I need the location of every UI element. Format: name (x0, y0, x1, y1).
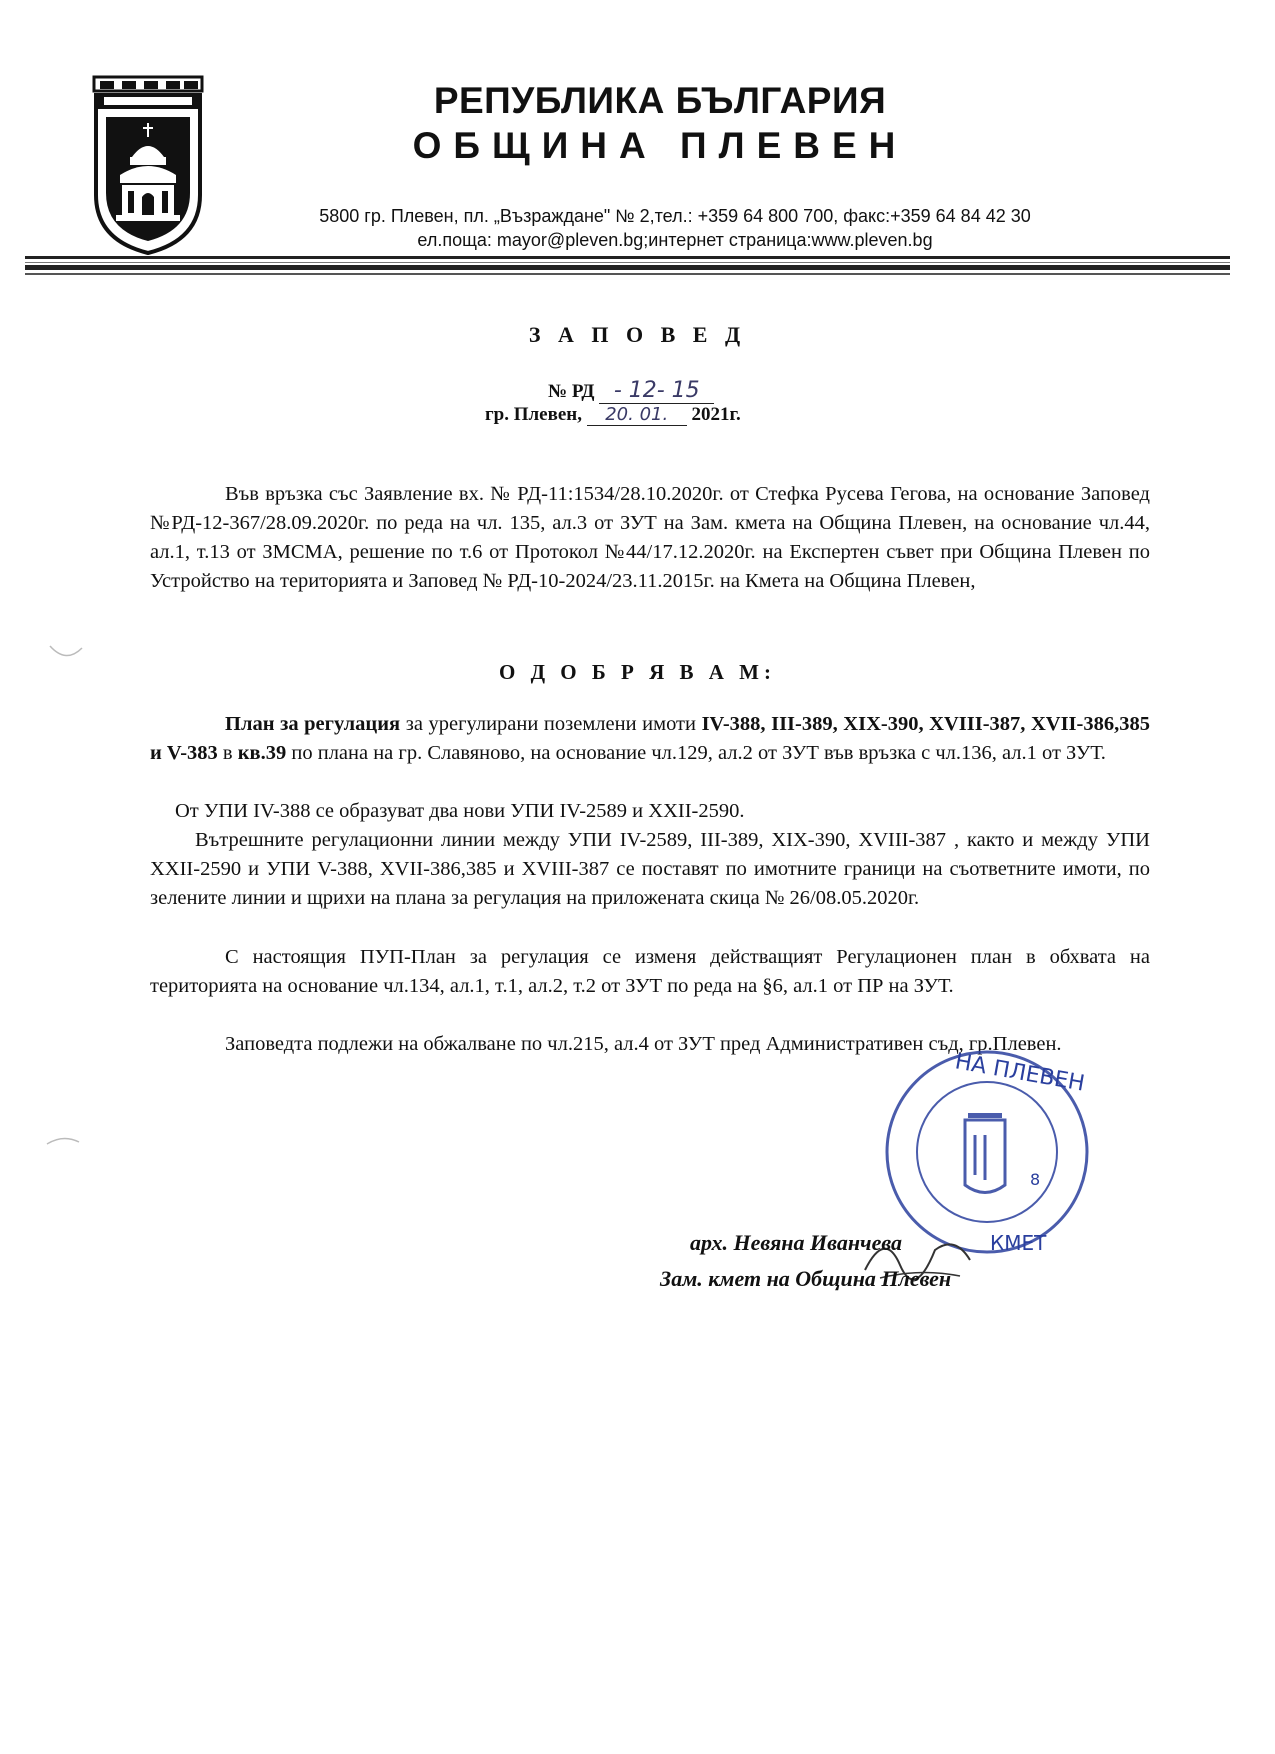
municipality-title: ОБЩИНА ПЛЕВЕН (412, 125, 908, 166)
signatory-name: арх. Невяна Иванчева (690, 1230, 903, 1255)
order-number-label: № РД (548, 381, 595, 402)
body-paragraph-2: От УПИ IV-388 се образуват два нови УПИ IV-2589 и XXII-2590. (175, 800, 745, 822)
svg-text:8: 8 (1030, 1170, 1041, 1189)
body-paragraph-4: С настоящия ПУП-План за регулация се изменя действащият Регулационен план в обхвата на територията на основание чл.134, ал.1, т.1, ал.2, т.2 от ЗУТ по реда на §6, ал.1 от ПР на ЗУТ. (150, 946, 1150, 997)
preamble-paragraph: Във връзка със Заявление вх. № РД-11:1534/28.10.2020г. от Стефка Русева Гегова, на основание Заповед №РД-12-367/28.09.2020г. по реда на чл. 135, ал.3 от ЗУТ на Зам. кмета на Община Плевен, на основание чл.44, ал.1, т.13 от ЗМСМА, решение по т.6 от Протокол №44/17.12.2020г. на Експертен съвет при Община Плевен по Устройство на територията и Заповед № РД-10-2024/23.11.2015г. на Кмета на Община Плевен, (150, 483, 1150, 592)
contact-line: ел.поща: mayor@pleven.bg;интернет страница:www.pleven.bg (417, 230, 933, 250)
coat-of-arms-icon (92, 75, 204, 255)
body-paragraph-5: Заповедта подлежи на обжалване по чл.215, ал.4 от ЗУТ пред Административен съд, гр.Плевен. (225, 1033, 1062, 1055)
svg-text:КМЕТ: КМЕТ (990, 1231, 1047, 1255)
order-number-handwritten: - 12- 15 (599, 378, 714, 404)
place-label: гр. Плевен, (485, 404, 582, 425)
date-handwritten: 20. 01. (587, 404, 687, 426)
header-divider (25, 262, 1230, 263)
approve-heading: О Д О Б Р Я В А М: (499, 660, 776, 684)
header-divider (25, 256, 1230, 259)
svg-text:НА ПЛЕВЕН: НА ПЛЕВЕН (953, 1049, 1087, 1097)
body-paragraph-3: Вътрешните регулационни линии между УПИ IV-2589, III-389, XIX-390, XVIII-387 , както и между УПИ XXII-2590 и УПИ V-388, XVII-386,385 и XVIII-387 се поставят по имотните граници на съответните имоти, по зелените линии и щрихи на плана за регулация на приложената скица № 26/08.05.2020г. (150, 829, 1150, 909)
signatory-position: Зам. кмет на Община Плевен (660, 1266, 952, 1291)
scan-mark-icon (45, 1130, 81, 1150)
header-divider (25, 265, 1230, 270)
document-title: З А П О В Е Д (528, 322, 747, 347)
scan-mark-icon (48, 640, 84, 664)
order-number (548, 378, 714, 404)
republic-title: РЕПУБЛИКА БЪЛГАРИЯ (433, 80, 887, 121)
address-line: 5800 гр. Плевен, пл. „Възраждане" № 2,тел.: +359 64 800 700, факс:+359 64 84 42 30 (319, 206, 1031, 226)
order-date (485, 404, 741, 426)
header-divider (25, 273, 1230, 275)
year-label: 2021г. (691, 404, 741, 425)
body-paragraph-1: План за регулация за урегулирани поземлени имоти IV-388, III-389, XIX-390, XVIII-387, XVII-386,385 и V-383 в кв.39 по плана на гр. Славяново, на основание чл.129, ал.2 от ЗУТ във връзка с чл.136, ал.1 от ЗУТ. (150, 713, 1150, 764)
